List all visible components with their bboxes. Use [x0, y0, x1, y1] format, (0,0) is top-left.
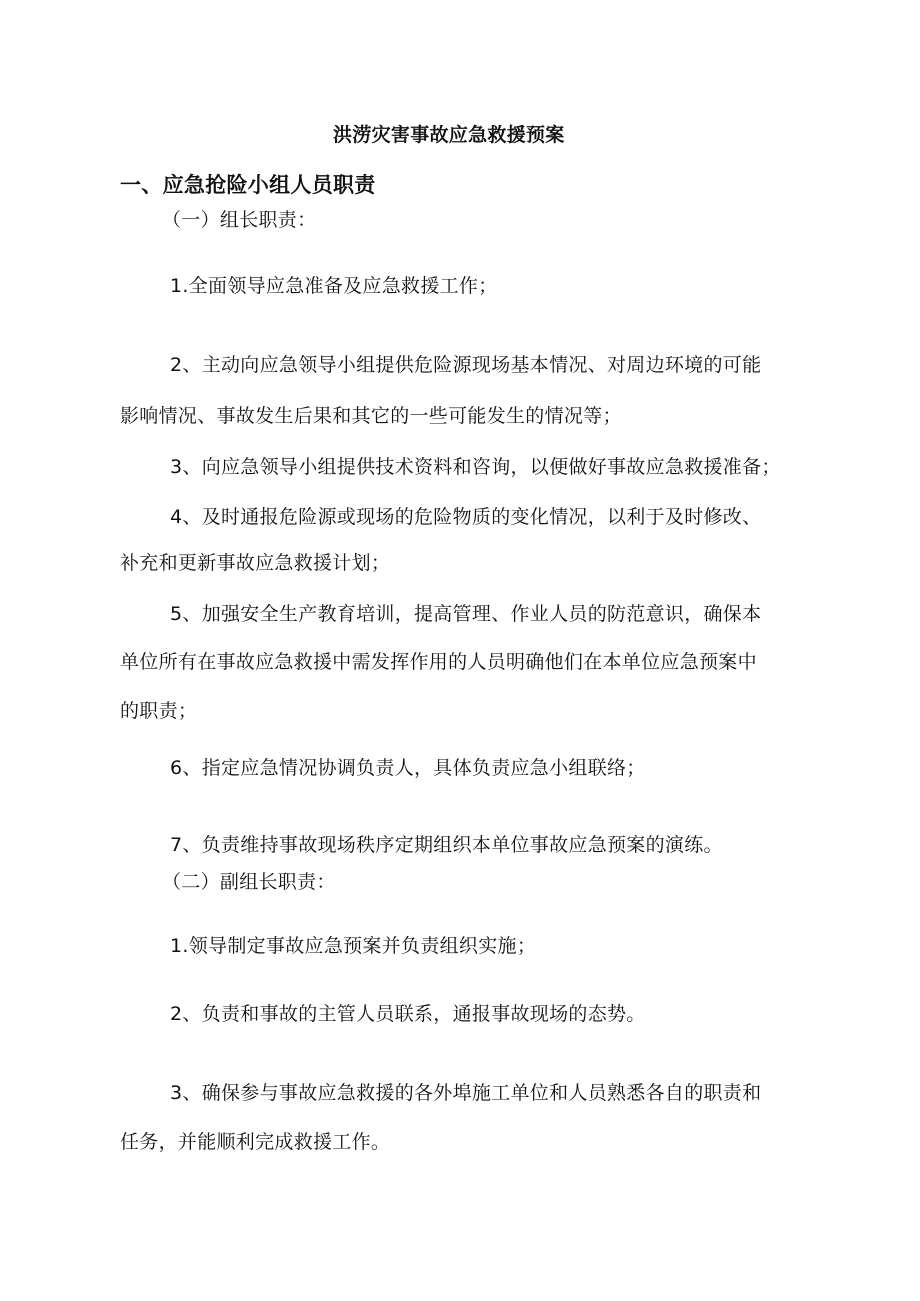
leader-item-4-line-1: 4、及时通报危险源或现场的危险物质的变化情况，以利于及时修改、 — [170, 506, 762, 528]
leader-item-5-line-3: 的职责； — [120, 700, 198, 722]
document-title: 洪涝灾害事故应急救援预案 — [333, 124, 565, 146]
leader-item-1: 1.全面领导应急准备及应急救援工作； — [170, 275, 498, 297]
deputy-item-3-line-1: 3、确保参与事故应急救援的各外埠施工单位和人员熟悉各自的职责和 — [170, 1082, 762, 1104]
leader-item-7: 7、负责维持事故现场秩序定期组织本单位事故应急预案的演练。 — [170, 834, 723, 856]
deputy-item-3-line-2: 任务，并能顺利完成救援工作。 — [120, 1131, 391, 1153]
leader-item-2-line-2: 影响情况、事故发生后果和其它的一些可能发生的情况等； — [120, 405, 622, 427]
leader-item-4-line-2: 补充和更新事故应急救援计划； — [120, 552, 391, 574]
leader-item-6: 6、指定应急情况协调负责人，具体负责应急小组联络； — [170, 757, 646, 779]
leader-item-5-line-1: 5、加强安全生产教育培训，提高管理、作业人员的防范意识，确保本 — [170, 603, 762, 625]
deputy-item-2: 2、负责和事故的主管人员联系，通报事故现场的态势。 — [170, 1003, 646, 1025]
deputy-duties-heading: （二）副组长职责： — [162, 871, 336, 893]
leader-duties-heading: （一）组长职责： — [162, 209, 317, 231]
leader-item-2-line-1: 2、主动向应急领导小组提供危险源现场基本情况、对周边环境的可能 — [170, 354, 762, 376]
leader-item-3: 3、向应急领导小组提供技术资料和咨询，以便做好事故应急救援准备； — [170, 456, 781, 478]
deputy-item-1: 1.领导制定事故应急预案并负责组织实施； — [170, 935, 537, 957]
section-heading: 一、应急抢险小组人员职责 — [120, 173, 376, 197]
leader-item-5-line-2: 单位所有在事故应急救援中需发挥作用的人员明确他们在本单位应急预案中 — [120, 651, 757, 673]
